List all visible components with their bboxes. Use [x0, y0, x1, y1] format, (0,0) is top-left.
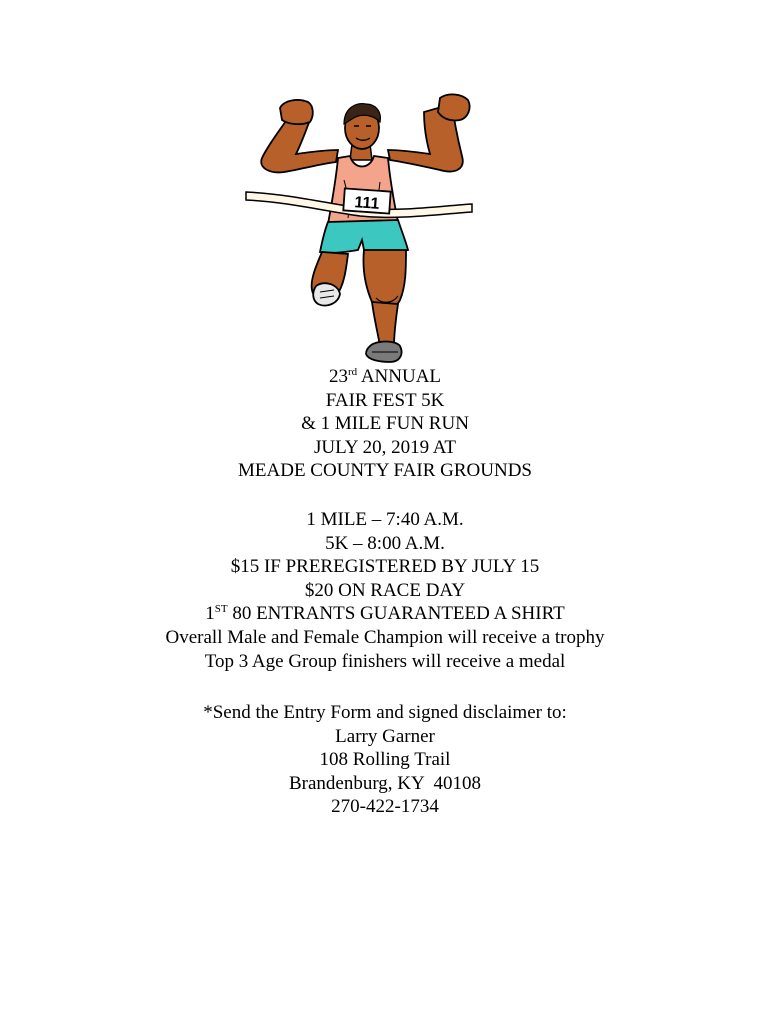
shirt-rest: 80 ENTRANTS GUARANTEED A SHIRT [227, 603, 565, 625]
mail-instruction: *Send the Entry Form and signed disclaimer to: [203, 702, 567, 723]
event-title: FAIR FEST 5K [325, 389, 445, 411]
contact-phone: 270-422-1734 [331, 796, 439, 818]
bib-number: 111 [353, 194, 380, 213]
five-k-start-time: 5K – 8:00 A.M. [325, 532, 445, 554]
medal-note: Top 3 Age Group finishers will receive a medal [204, 650, 566, 672]
edition-number: 23 [328, 366, 348, 387]
edition-word: ANNUAL [360, 366, 442, 387]
mile-start-time: 1 MILE – 7:40 A.M. [306, 509, 464, 530]
event-location: MEADE COUNTY FAIR GROUNDS [238, 460, 532, 482]
event-date: JULY 20, 2019 AT [313, 436, 456, 458]
edition-suffix: rd [347, 366, 358, 378]
contact-name: Larry Garner [335, 725, 435, 747]
shirt-ordinal: ST [214, 603, 228, 616]
contact-city-state-zip: Brandenburg, KY 40108 [288, 772, 482, 794]
shirt-guarantee [0, 602, 770, 626]
shirt-prefix: 1 [205, 603, 215, 625]
preregister-fee: $15 IF PREREGISTERED BY JULY 15 [230, 556, 540, 578]
event-info [0, 365, 770, 483]
mail-to-info [0, 701, 770, 819]
runner-illustration [240, 90, 480, 365]
race-details [0, 508, 770, 673]
race-day-fee: $20 ON RACE DAY [304, 579, 466, 601]
contact-street: 108 Rolling Trail [319, 749, 451, 771]
edition-line [0, 365, 770, 389]
runner-crossing-finish-line-icon [240, 90, 480, 365]
trophy-note: Overall Male and Female Champion will receive a trophy [165, 626, 605, 648]
event-subtitle: & 1 MILE FUN RUN [301, 413, 469, 435]
